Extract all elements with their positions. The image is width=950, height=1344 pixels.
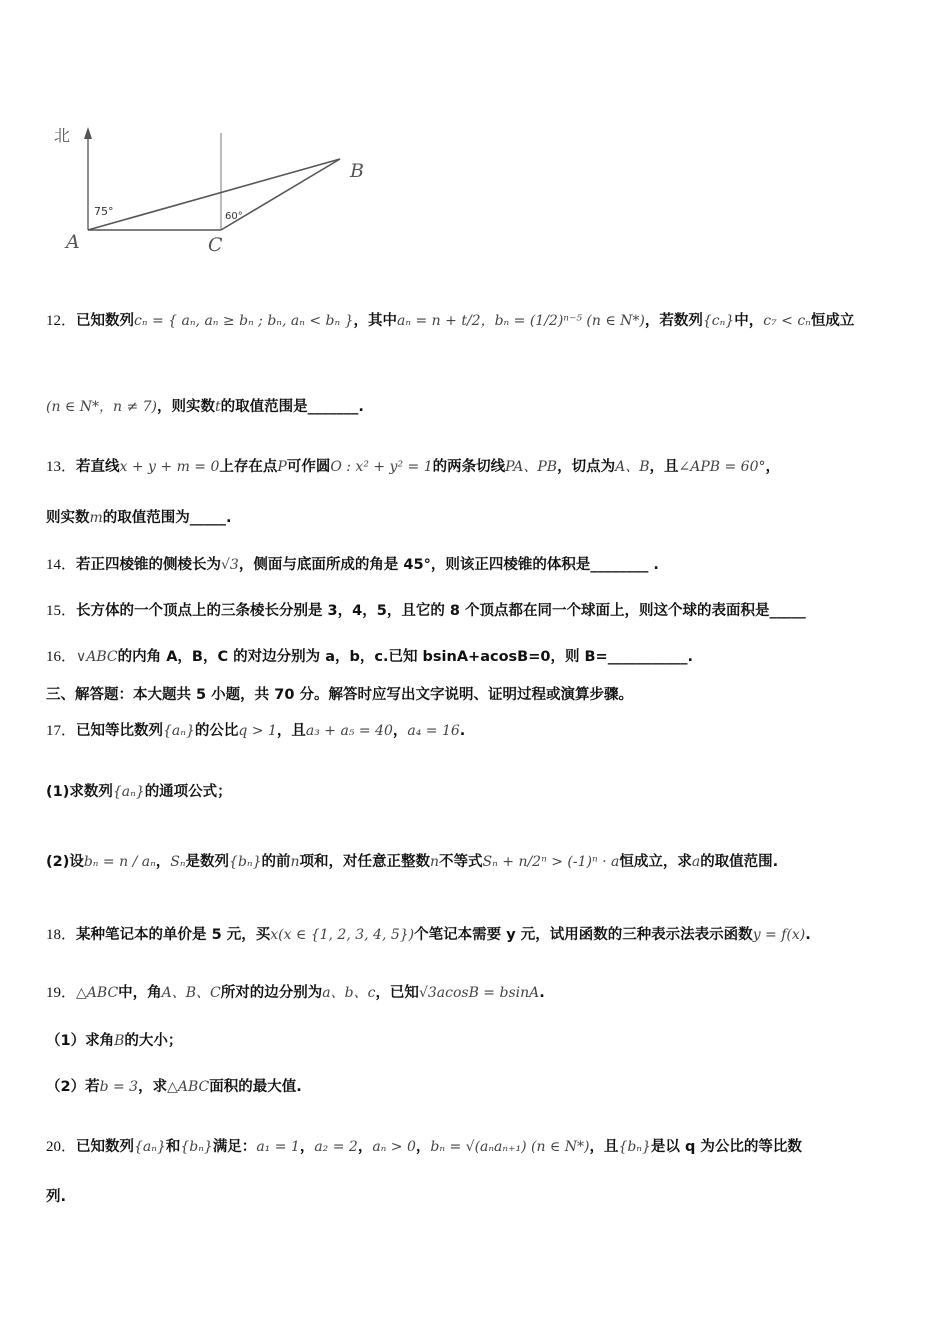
point-b-label: B	[350, 160, 364, 182]
question-15: 15．长方体的一个顶点上的三条棱长分别是 3，4，5，且它的 8 个顶点都在同一个球面上，则这个球的表面积是_____	[46, 603, 806, 619]
question-13: 13．若直线x + y + m = 0上存在点P可作圆O : x² + y² = 1的两条切线PA、PB，切点为A、B，且∠APB = 60°，	[46, 459, 780, 475]
question-12-line2: (n ∈ N*，n ≠ 7)，则实数t的取值范围是_______.	[46, 399, 364, 415]
angle-a-label: 75°	[94, 205, 114, 218]
angle-c-label: 60°	[225, 211, 243, 222]
question-19-part1: （1）求角B的大小；	[46, 1033, 183, 1049]
question-20: 20．已知数列{aₙ}和{bₙ}满足：a₁ = 1，a₂ = 2，aₙ > 0，bₙ = √(aₙaₙ₊₁) (n ∈ N*)，且{bₙ}是以 q 为公比的等比数	[46, 1139, 802, 1155]
question-12: 12．已知数列cₙ = { aₙ, aₙ ≥ bₙ ; bₙ, aₙ < bₙ }，其中aₙ = n + t/2，bₙ = (1/2)ⁿ⁻⁵ (n ∈ N*)，若数列{cₙ}中，c₇ < cₙ恒成立	[46, 313, 855, 329]
bearing-diagram	[40, 115, 380, 265]
north-arrow-icon	[84, 127, 92, 139]
question-13-line2: 则实数m的取值范围为_____.	[46, 510, 232, 526]
point-c-label: C	[208, 234, 223, 256]
section-3-heading: 三、解答题：本大题共 5 小题，共 70 分。解答时应写出文字说明、证明过程或演算步骤。	[46, 687, 633, 703]
question-17: 17．已知等比数列{aₙ}的公比q > 1，且a₃ + a₅ = 40，a₄ = 16.	[46, 723, 466, 739]
question-16: 16．∨ABC的内角 A，B，C 的对边分别为 a，b，c.已知 bsinA+acosB=0，则 B=___________.	[46, 649, 693, 665]
question-18: 18．某种笔记本的单价是 5 元，买x(x ∈ {1, 2, 3, 4, 5})个笔记本需要 y 元，试用函数的三种表示法表示函数y = f(x).	[46, 927, 811, 943]
segment-ab	[88, 159, 340, 230]
question-17-part1: (1)求数列{aₙ}的通项公式；	[46, 784, 232, 800]
question-20-line2: 列.	[46, 1189, 67, 1205]
north-label: 北	[54, 126, 71, 145]
point-a-label: A	[66, 231, 80, 253]
question-19: 19．△ABC中，角A、B、C所对的边分别为a、b、c，已知√3acosB = bsinA.	[46, 985, 545, 1001]
question-17-part2: (2)设bₙ = n / aₙ，Sₙ是数列{bₙ}的前n项和，对任意正整数n不等式Sₙ + n/2ⁿ > (-1)ⁿ · a恒成立，求a的取值范围.	[46, 854, 779, 870]
question-19-part2: （2）若b = 3，求△ABC面积的最大值.	[46, 1079, 302, 1095]
question-14: 14．若正四棱锥的侧棱长为√3，侧面与底面所成的角是 45°，则该正四棱锥的体积是________ .	[46, 557, 659, 573]
